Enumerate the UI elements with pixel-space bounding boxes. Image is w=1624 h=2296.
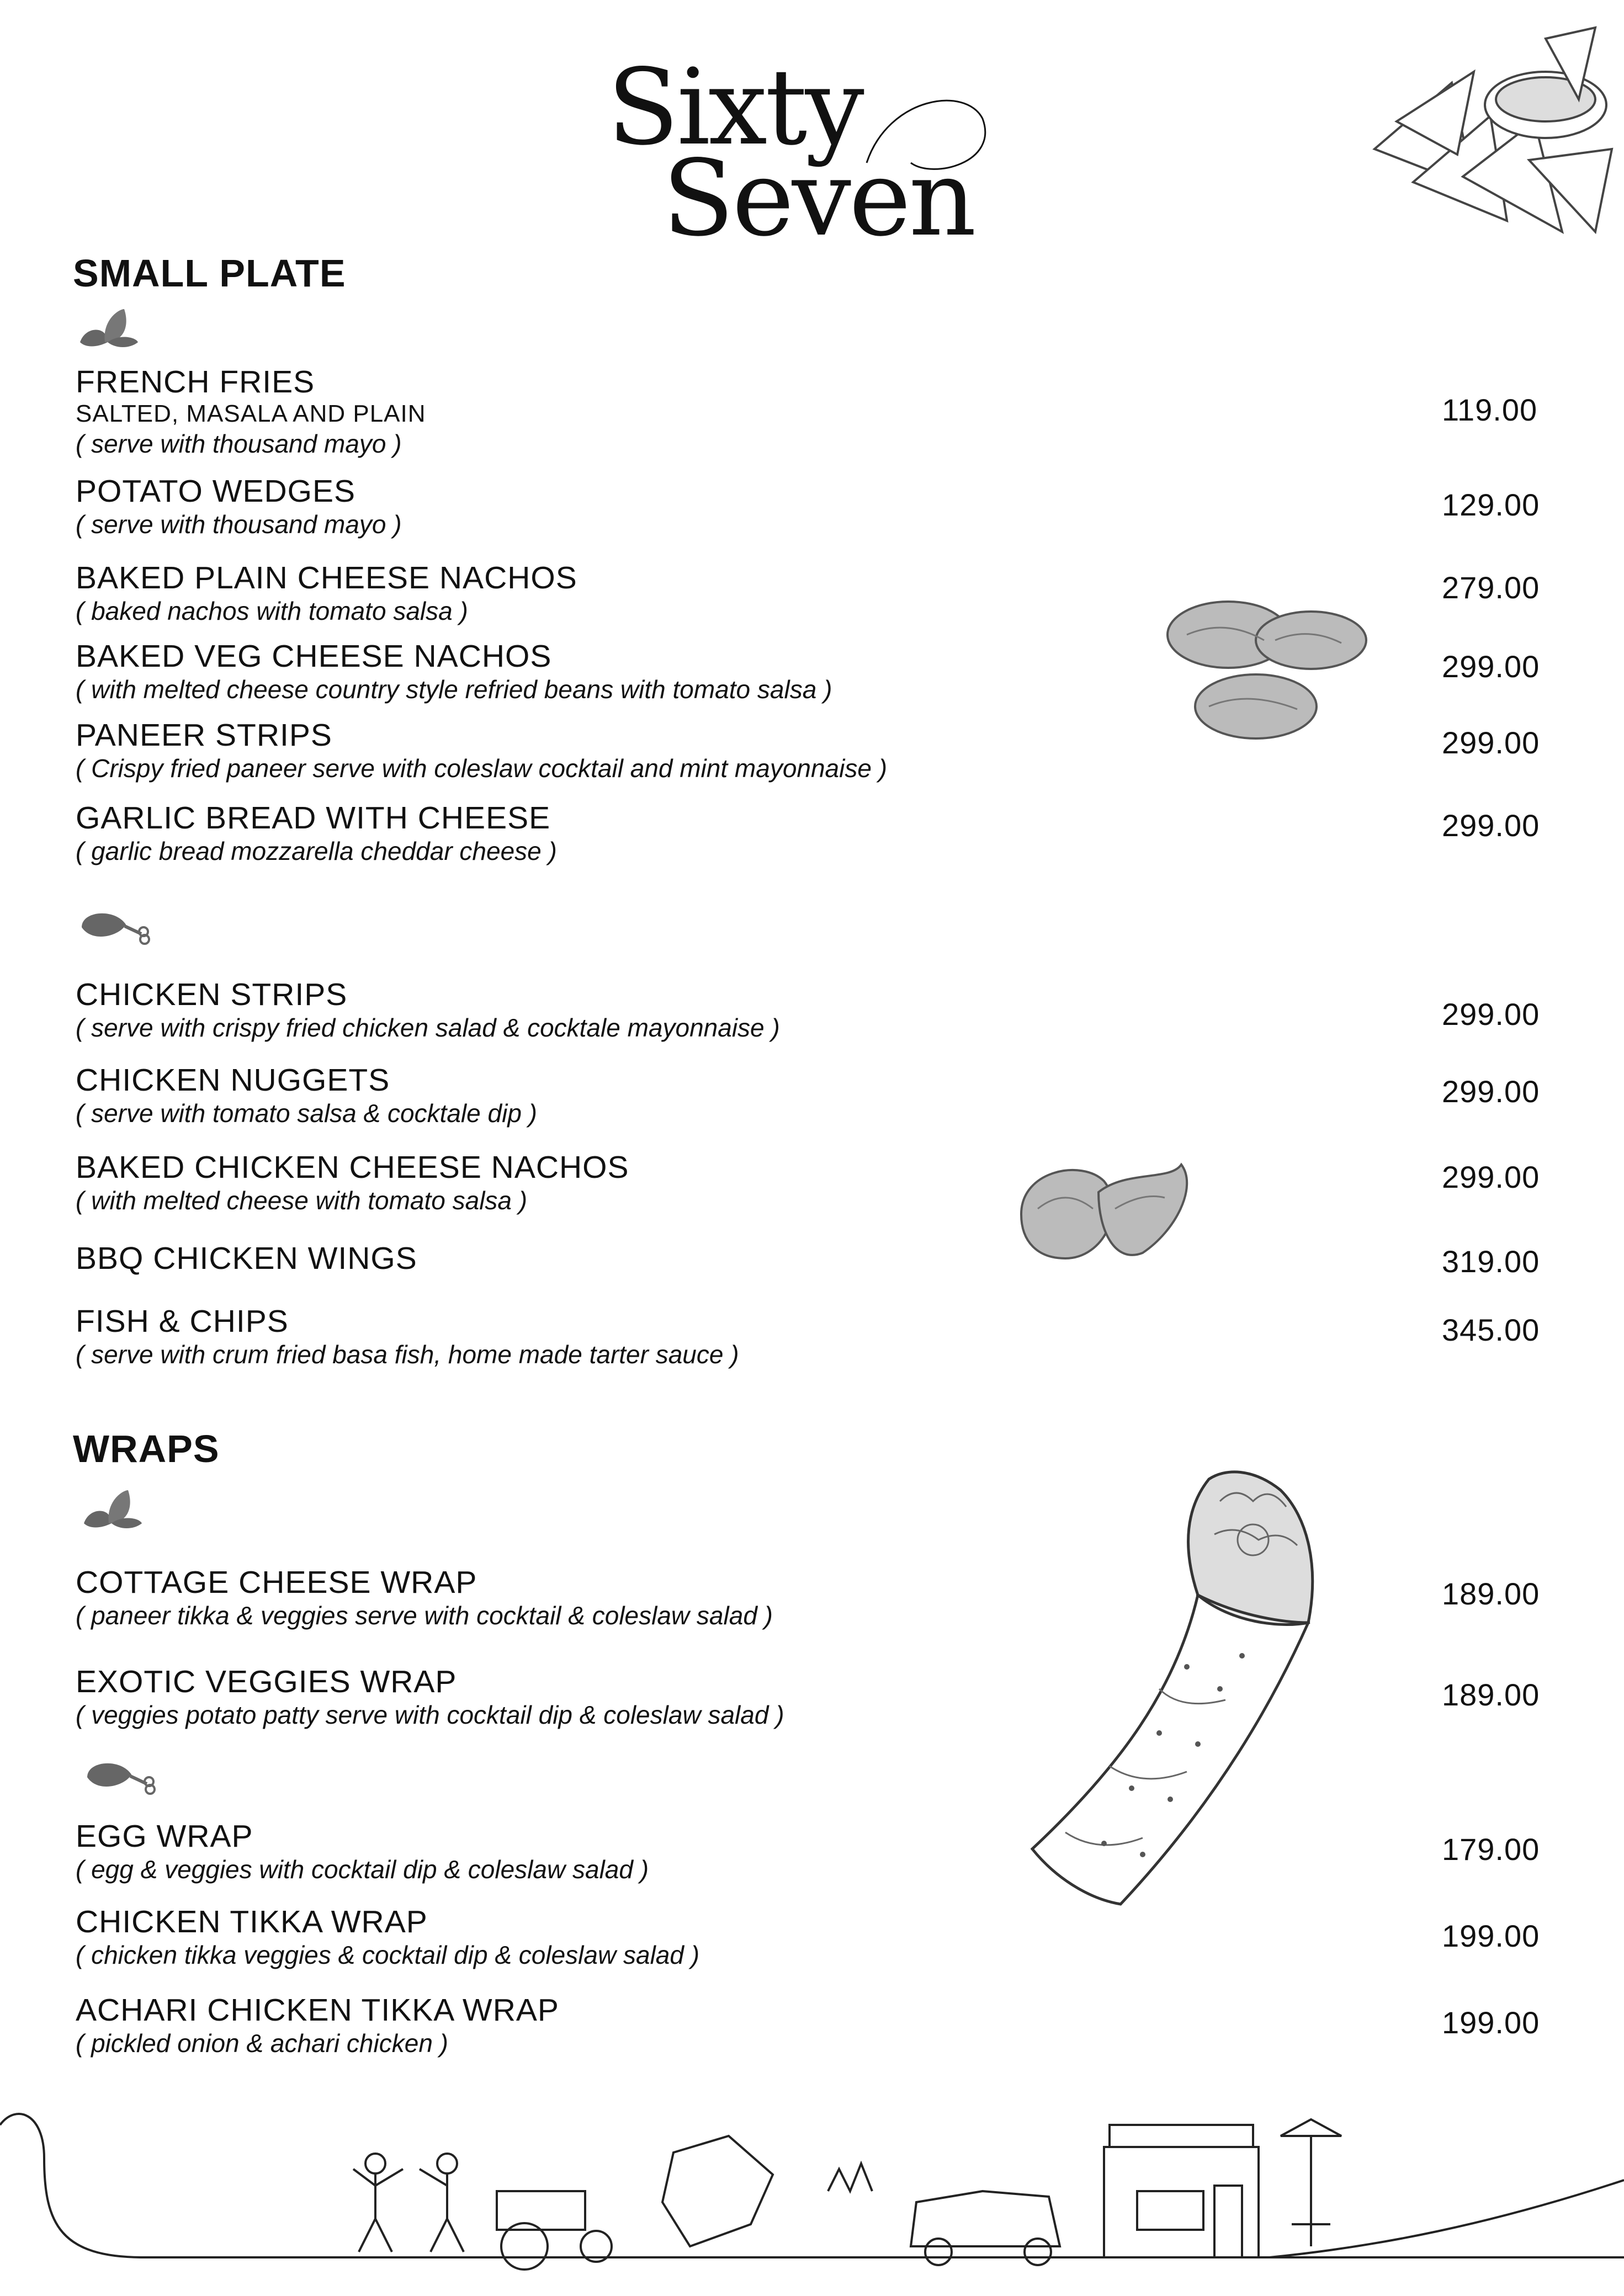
- punjab-skyline-illustration: [0, 2081, 1624, 2290]
- chicken-wings-illustration: [1016, 1148, 1203, 1269]
- item-name: POTATO WEDGES: [76, 474, 356, 509]
- item-price: 199.00: [1442, 2005, 1540, 2040]
- item-name: CHICKEN TIKKA WRAP: [76, 1904, 428, 1939]
- item-name: PANEER STRIPS: [76, 718, 332, 753]
- item-price: 299.00: [1442, 649, 1540, 684]
- item-name: FISH & CHIPS: [76, 1304, 289, 1339]
- menu-item: [76, 1062, 1400, 1129]
- item-name: CHICKEN STRIPS: [76, 977, 348, 1012]
- item-description: ( egg & veggies with cocktail dip & coleslaw salad ): [76, 1855, 649, 1884]
- item-name: EGG WRAP: [76, 1819, 253, 1854]
- item-price: 299.00: [1442, 1160, 1540, 1194]
- chicken-leg-icon: [76, 905, 153, 949]
- item-description: ( baked nachos with tomato salsa ): [76, 597, 468, 625]
- item-description: ( serve with crispy fried chicken salad & cocktale mayonnaise ): [76, 1013, 780, 1042]
- item-price: 189.00: [1442, 1576, 1540, 1611]
- item-price: 345.00: [1442, 1312, 1540, 1347]
- item-name: CHICKEN NUGGETS: [76, 1062, 390, 1098]
- item-description: ( chicken tikka veggies & cocktail dip & coleslaw salad ): [76, 1941, 700, 1969]
- item-name: BAKED VEG CHEESE NACHOS: [76, 639, 552, 674]
- item-description: ( with melted cheese with tomato salsa ): [76, 1186, 528, 1215]
- item-name: ACHARI CHICKEN TIKKA WRAP: [76, 1992, 559, 2028]
- item-name: COTTAGE CHEESE WRAP: [76, 1565, 477, 1600]
- item-price: 299.00: [1442, 997, 1540, 1032]
- leaf-icon: [78, 1485, 145, 1534]
- menu-item: [76, 1992, 1400, 2059]
- wrap-illustration: [1021, 1457, 1397, 1910]
- item-price: 119.00: [1442, 392, 1538, 427]
- menu-item: [76, 474, 1400, 540]
- item-price: 299.00: [1442, 1074, 1540, 1109]
- item-price: 199.00: [1442, 1918, 1540, 1953]
- nuggets-illustration: [1165, 596, 1374, 756]
- chicken-leg-icon: [82, 1755, 159, 1799]
- item-price: 299.00: [1442, 808, 1540, 843]
- menu-item: [76, 364, 1400, 459]
- item-name: GARLIC BREAD WITH CHEESE: [76, 800, 551, 836]
- item-description: ( paneer tikka & veggies serve with cocktail & coleslaw salad ): [76, 1601, 773, 1630]
- item-price: 319.00: [1442, 1244, 1540, 1279]
- brand-line2: Seven: [662, 137, 974, 259]
- section-title-wraps: WRAPS: [73, 1427, 220, 1470]
- item-description: ( veggies potato patty serve with cocktail dip & coleslaw salad ): [76, 1700, 784, 1729]
- item-name: BAKED PLAIN CHEESE NACHOS: [76, 560, 577, 596]
- item-name: BBQ CHICKEN WINGS: [76, 1241, 417, 1276]
- brand-line1: Sixty: [607, 46, 862, 168]
- item-description: ( serve with tomato salsa & cocktale dip ): [76, 1099, 537, 1128]
- item-subtitle: SALTED, MASALA AND PLAIN: [76, 400, 426, 427]
- item-price: 279.00: [1442, 570, 1540, 605]
- item-price: 179.00: [1442, 1832, 1540, 1867]
- item-price: 189.00: [1442, 1677, 1540, 1712]
- item-description: ( Crispy fried paneer serve with coleslaw cocktail and mint mayonnaise ): [76, 754, 888, 783]
- item-description: ( pickled onion & achari chicken ): [76, 2029, 448, 2058]
- item-description: ( serve with thousand mayo ): [76, 429, 402, 458]
- menu-item: [76, 1304, 1400, 1370]
- item-description: ( serve with crum fried basa fish, home made tarter sauce ): [76, 1340, 739, 1369]
- item-price: 129.00: [1442, 487, 1540, 522]
- item-description: ( serve with thousand mayo ): [76, 510, 402, 539]
- leaf-icon: [75, 304, 141, 353]
- item-price: 299.00: [1442, 725, 1540, 760]
- item-description: ( garlic bread mozzarella cheddar cheese ): [76, 837, 557, 865]
- menu-item: [76, 977, 1400, 1043]
- menu-item: [76, 800, 1400, 867]
- item-name: BAKED CHICKEN CHEESE NACHOS: [76, 1150, 629, 1185]
- item-description: ( with melted cheese country style refried beans with tomato salsa ): [76, 675, 832, 704]
- section-title-small-plate: SMALL PLATE: [73, 252, 346, 295]
- item-name: FRENCH FRIES: [76, 364, 315, 400]
- menu-item: [76, 1904, 1400, 1970]
- nachos-dip-illustration: [1363, 22, 1623, 237]
- item-name: EXOTIC VEGGIES WRAP: [76, 1664, 457, 1699]
- brand-logo: [602, 46, 999, 262]
